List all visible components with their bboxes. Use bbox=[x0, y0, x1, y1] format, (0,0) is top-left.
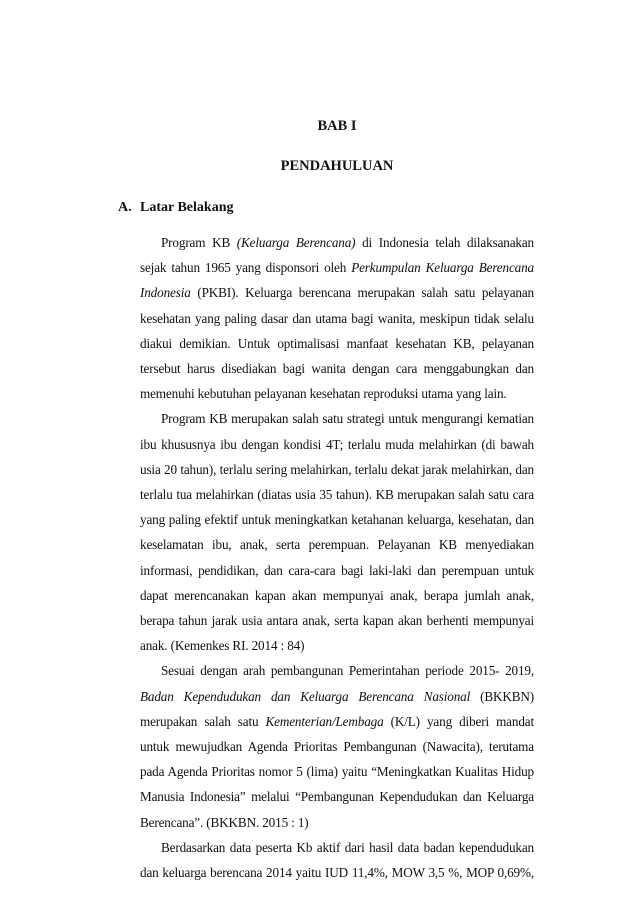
paragraph-text: (K/L) yang diberi mandat untuk mewujudkan Agenda Prioritas Pembangunan (Nawacita), terutama pada Agenda Prioritas nomor 5 (lima) yaitu “Meningkatkan Kualitas Hidup Manusia Indonesia” melalui “Pembangunan Kependudukan dan Keluarga Berencana”. (BKKBN. 2015 : 1) bbox=[140, 713, 534, 830]
section-heading bbox=[118, 200, 233, 216]
paragraph-1 bbox=[140, 230, 534, 406]
paragraph-2 bbox=[140, 406, 534, 658]
paragraph-text: Program KB bbox=[161, 235, 237, 250]
italic-term: Badan Kependudukan dan Keluarga Berencana Nasional bbox=[140, 688, 471, 704]
section-title: Latar Belakang bbox=[140, 200, 234, 215]
paragraph-text: (BKKBN) merupakan salah satu bbox=[140, 688, 534, 729]
chapter-title: PENDAHULUAN bbox=[280, 158, 394, 174]
paragraph-4 bbox=[140, 835, 534, 885]
italic-term: (Keluarga Berencana) bbox=[236, 235, 356, 250]
section-number: A. bbox=[118, 200, 132, 215]
paragraph-text: Berdasarkan data peserta Kb aktif dari hasil data badan kependudukan dan keluarga berencana 2014 yaitu IUD 11,4%, MOW 3,5 %, MOP 0,69%, bbox=[140, 839, 534, 881]
chapter-number: BAB I bbox=[317, 118, 357, 134]
paragraph-text: (PKBI). Keluarga berencana merupakan salah satu pelayanan kesehatan yang paling dasar dan utama bagi wanita, meskipun tidak selalu diakui demikian. Untuk optimalisasi manfaat kesehatan KB, pelayanan tersebut harus disediakan bagi wanita dengan cara menggabungkan dan memenuhi kebutuhan pelayanan kesehatan reproduksi utama yang lain. bbox=[140, 285, 534, 402]
paragraph-text: Program KB merupakan salah satu strategi untuk mengurangi kematian ibu khususnya ibu dengan kondisi 4T; terlalu muda melahirkan (di bawah usia 20 tahun), terlalu sering melahirkan, terlalu dekat jarak melahirkan, dan terlalu tua melahirkan (diatas usia 35 tahun). KB merupakan salah satu cara yang paling efektif untuk meningkatkan ketahanan keluarga, kesehatan, dan keselamatan ibu, anak, serta perempuan. Pelayanan KB menyediakan informasi, pendidikan, dan cara-cara bagi laki-laki dan perempuan untuk dapat merencanakan kapan akan mempunyai anak, berapa jumlah anak, berapa tahun jarak usia antara anak, serta kapan akan berhenti mempunyai anak. (Kemenkes RI. 2014 : 84) bbox=[140, 411, 534, 654]
italic-term: Kementerian/Lembaga bbox=[265, 713, 384, 729]
paragraph-text: Sesuai dengan arah pembangunan Pemerintahan periode 2015- 2019, bbox=[161, 663, 534, 679]
paragraph-text: di Indonesia telah dilaksanakan sejak tahun 1965 yang disponsori oleh bbox=[140, 235, 535, 276]
paragraph-3 bbox=[140, 658, 534, 834]
body-text bbox=[140, 230, 534, 885]
italic-term: Perkumpulan Keluarga Berencana Indonesia bbox=[140, 260, 534, 301]
